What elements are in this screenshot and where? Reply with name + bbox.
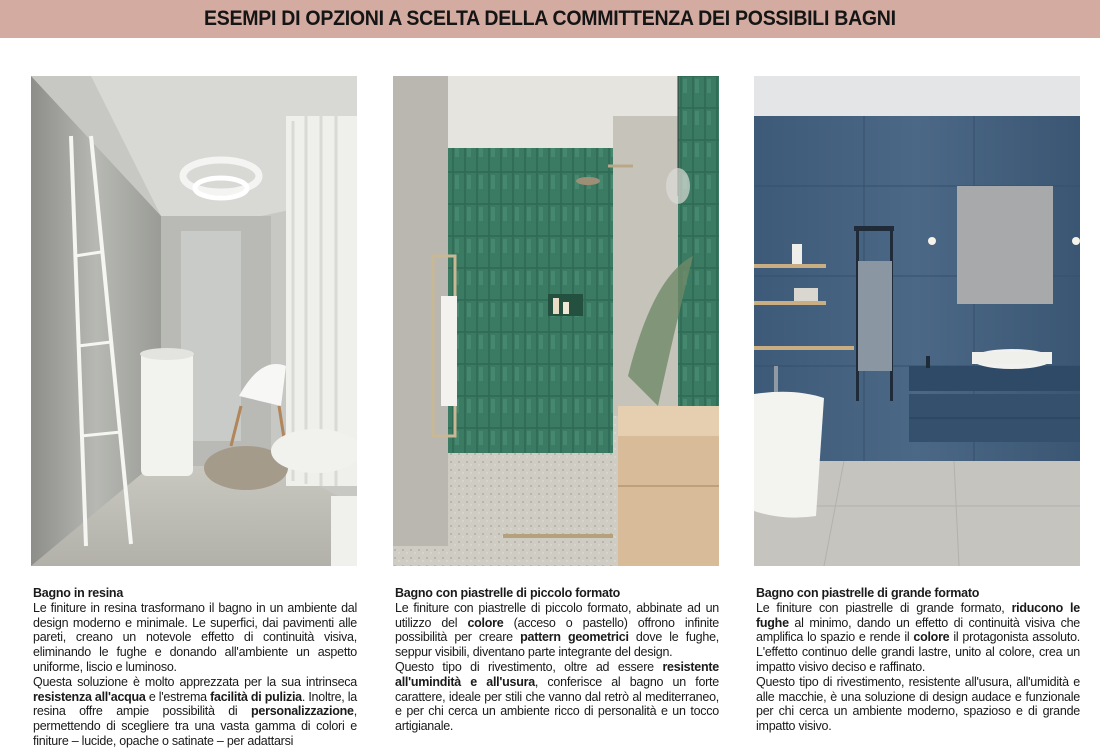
title-banner [0,0,1100,38]
section-title: Bagno con piastrelle di piccolo formato [395,586,621,600]
paragraph-1: Le finiture con piastrelle di grande formato, riducono le fughe al minimo, dando un effetto di continuità visiva che amplifica lo spazio e rende il colore il protagonista assoluto. L'effetto continuo delle grandi lastre, unito al colore, crea un impatto visivo deciso e raffinato. [756,600,1081,674]
column-resina [31,76,357,749]
paragraph-2: Questo tipo di rivestimento, resistente all'usura, all'umidità e alle macchie, è una soluzione di design audace e funzionale per chi cerca un ambiente moderno, spazioso e di grande impatto visivo. [756,674,1080,734]
photo-bagno-grande-formato [754,76,1080,566]
paragraph-1: Le finiture in resina trasformano il bagno in un ambiente dal design moderno e minimale. Le superfici, dai pavimenti alle pareti, creano un notevole effetto di continuità visiva, eliminando le fughe e donando all'ambiente un aspetto uniforme, liscio e luminoso. [33,600,357,674]
photo-bagno-piccolo-formato [393,76,719,566]
paragraph-1: Le finiture con piastrelle di piccolo formato, abbinate ad un utilizzo del colore (acceso o pastello) offrono infinite possibilità per creare pattern geometrici dove le fughe, seppur visibili, diventano parte integrante del design. [395,600,719,660]
page-title: ESEMPI DI OPZIONI A SCELTA DELLA COMMITTENZA DEI POSSIBILI BAGNI [204,7,896,30]
paragraph-2: Questa soluzione è molto apprezzata per la sua intrinseca resistenza all'acqua e l'estrema facilità di pulizia. Inoltre, la resina offre ampie possibilità di personalizzazione, permettendo di scegliere tra una vasta gamma di colori e finiture – lucide, opache o satinate – per adattarsi [33,674,357,748]
column-grande-formato [754,76,1080,734]
paragraph-2: Questo tipo di rivestimento, oltre ad essere resistente all'umindità e all'usura, conferisce al bagno un forte carattere, ideale per stili che vanno dal retrò al mediterraneo, e per chi cerca un ambiente ricco di personalità e un tocco artigianale. [395,659,719,734]
photo-bagno-resina [31,76,357,566]
section-title: Bagno in resina [33,586,124,600]
column-piccolo-formato [393,76,719,734]
section-title: Bagno con piastrelle di grande formato [756,586,980,600]
